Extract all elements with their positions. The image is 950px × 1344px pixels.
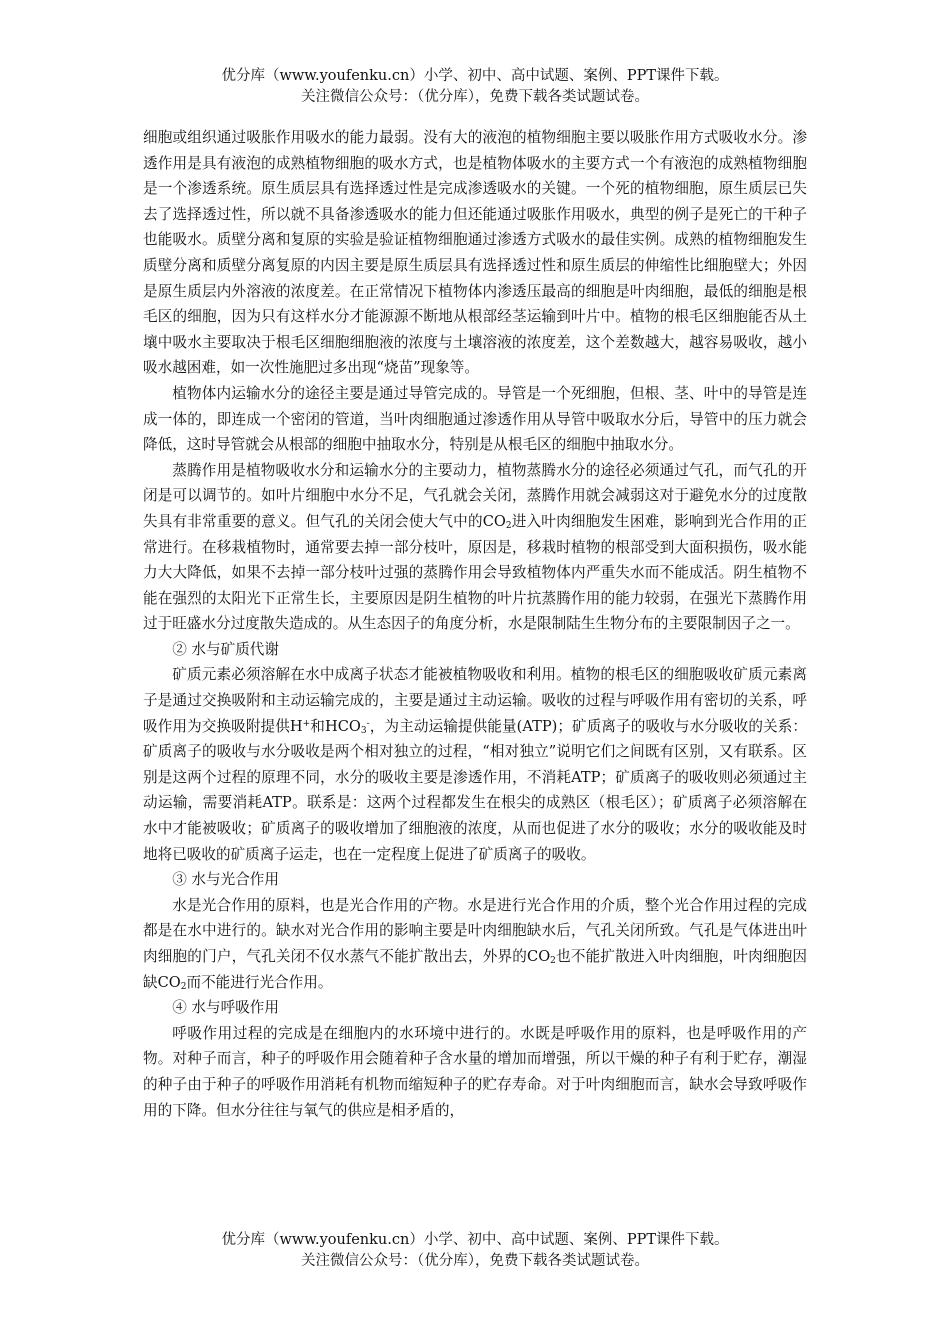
- text-run: 和HCO: [310, 717, 361, 735]
- section-heading-photosynthesis: ③ 水与光合作用: [172, 871, 279, 889]
- paragraph-respiration: 呼吸作用过程的完成是在细胞内的水环境中进行的。水既是呼吸作用的原料，也是呼吸作用的产物。对种子而言，种子的呼吸作用会随着种子含水量的增加而增强，所以干燥的种子有利于贮存，潮湿的种子由于种子的呼吸作用消耗有机物而缩短种子的贮存寿命。对于叶肉细胞而言，缺水会导致呼吸作用的下降。但水分往往与氧气的供应是相矛盾的，: [143, 1024, 807, 1119]
- section-heading-mineral: ② 水与矿质代谢: [172, 640, 279, 658]
- page-header: [0, 66, 950, 108]
- paragraph-transpiration: [143, 458, 807, 637]
- text-run: 蒸腾作用是植物吸收水分和运输水分的主要动力，植物蒸腾水分的途径必须通过气孔，而气孔的开闭是可以调节的。如叶片细胞中水分不足，气孔就会关闭，蒸腾作用就会减弱这对于避免水分的过度散失具有非常重要的意义。但气孔的关闭会使大气中的CO: [143, 461, 807, 530]
- subscript: 2: [180, 981, 187, 992]
- text-run: 水是光合作用的原料，也是光合作用的产物。水是进行光合作用的介质，整个光合作用过程的完成都是在水中进行的。缺水对光合作用的影响主要是叶肉细胞缺水后，气孔关闭所致。气孔是气体进出叶肉细胞的门户，气孔关闭不仅水蒸气不能扩散出去，外界的CO: [143, 896, 807, 965]
- superscript: +: [302, 718, 311, 729]
- header-line-2: 关注微信公众号：（优分库），免费下载各类试题试卷。: [301, 89, 649, 105]
- text-run: ，为主动运输提供能量(ATP)；矿质离子的吸收与水分吸收的关系：矿质离子的吸收与水分吸收是两个相对独立的过程，“相对独立”说明它们之间既有区别，又有联系。区别是这两个过程的原理不同，水分的吸收主要是渗透作用，不消耗ATP；矿质离子的吸收则必须通过主动运输，需要消耗ATP。联系是：这两个过程都发生在根尖的成熟区（根毛区）；矿质离子必须溶解在水中才能被吸收；矿质离子的吸收增加了细胞液的浓度，从而也促进了水分的吸收；水分的吸收能及时地将已吸收的矿质离子运走，也在一定程度上促进了矿质离子的吸收。: [143, 717, 808, 863]
- subscript: 2: [550, 956, 556, 966]
- paragraph-water-absorption: 细胞或组织通过吸胀作用吸水的能力最弱。没有大的液泡的植物细胞主要以吸胀作用方式吸收水分。渗透作用是具有液泡的成熟植物细胞的吸水方式，也是植物体吸水的主要方式一个有液泡的成熟植物细胞是一个渗透系统。原生质层具有选择透过性是完成渗透吸水的关键。一个死的植物细胞，原生质层已失去了选择透过性，所以就不具备渗透吸水的能力但还能通过吸胀作用吸水，典型的例子是死亡的干种子也能吸水。质壁分离和复原的实验是验证植物细胞通过渗透方式吸水的最佳实例。成熟的植物细胞发生质壁分离和质壁分离复原的内因主要是原生质层具有选择透过性和原生质层的伸缩性比细胞壁大；外因是原生质层内外溶液的浓度差。在正常情况下植物体内渗透压最高的细胞是叶肉细胞，最低的细胞是根毛区的细胞，因为只有这样水分才能源源不断地从根部经茎运输到叶片中。植物的根毛区细胞能否从土壤中吸水主要取决于根毛区细胞细胞液的浓度与土壤溶液的浓度差，这个差数越大，越容易吸收，越小吸水越困难，如一次性施肥过多出现“烧苗”现象等。: [143, 129, 807, 377]
- text-run: 矿质元素必须溶解在水中成离子状态才能被植物吸收和利用。植物的根毛区的细胞吸收矿质元素离子是通过交换吸附和主动运输完成的，主要是通过主动运输。吸收的过程与呼吸作用有密切的关系，呼吸作用为交换吸附提供H: [143, 666, 807, 735]
- footer-line-1: 优分库（www.youfenku.cn）小学、初中、高中试题、案例、PPT课件下载。: [221, 1232, 729, 1248]
- paragraph-water-transport: 植物体内运输水分的途径主要是通过导管完成的。导管是一个死细胞，但根、茎、叶中的导管是连成一体的，即连成一个密闭的管道，当叶肉细胞通过渗透作用从导管中吸取水分后，导管中的压力就会降低，这时导管就会从根部的细胞中抽取水分，特别是从根毛区的细胞中抽取水分。: [143, 384, 807, 454]
- subscript: 3: [360, 725, 367, 736]
- header-line-1: 优分库（www.youfenku.cn）小学、初中、高中试题、案例、PPT课件下载。: [221, 68, 729, 84]
- document-body: [143, 125, 807, 1123]
- superscript: -: [366, 718, 370, 729]
- paragraph-mineral-metabolism: [143, 662, 807, 867]
- subscript: 2: [505, 520, 512, 531]
- text-run: 而不能进行光合作用。: [186, 973, 333, 991]
- section-heading-respiration: ④ 水与呼吸作用: [172, 999, 279, 1017]
- footer-line-2: 关注微信公众号：（优分库），免费下载各类试题试卷。: [301, 1253, 649, 1269]
- text-run: 也不能扩散进入叶肉细胞，叶肉细胞因缺CO: [143, 948, 807, 991]
- text-run: 进入叶肉细胞发生困难，影响到光合作用的正常进行。在移栽植物时，通常要去掉一部分枝叶，原因是，移栽时植物的根部受到大面积损伤，吸水能力大大降低，如果不去掉一部分枝叶过强的蒸腾作用会导致植物体内严重失水而不能成活。阴生植物不能在强烈的太阳光下正常生长，主要原因是阴生植物的叶片抗蒸腾作用的能力较弱，在强光下蒸腾作用过于旺盛水分过度散失造成的。从生态因子的角度分析，水是限制陆生生物分布的主要限制因子之一。: [143, 512, 807, 633]
- page-footer: [0, 1230, 950, 1272]
- paragraph-photosynthesis: [143, 893, 807, 995]
